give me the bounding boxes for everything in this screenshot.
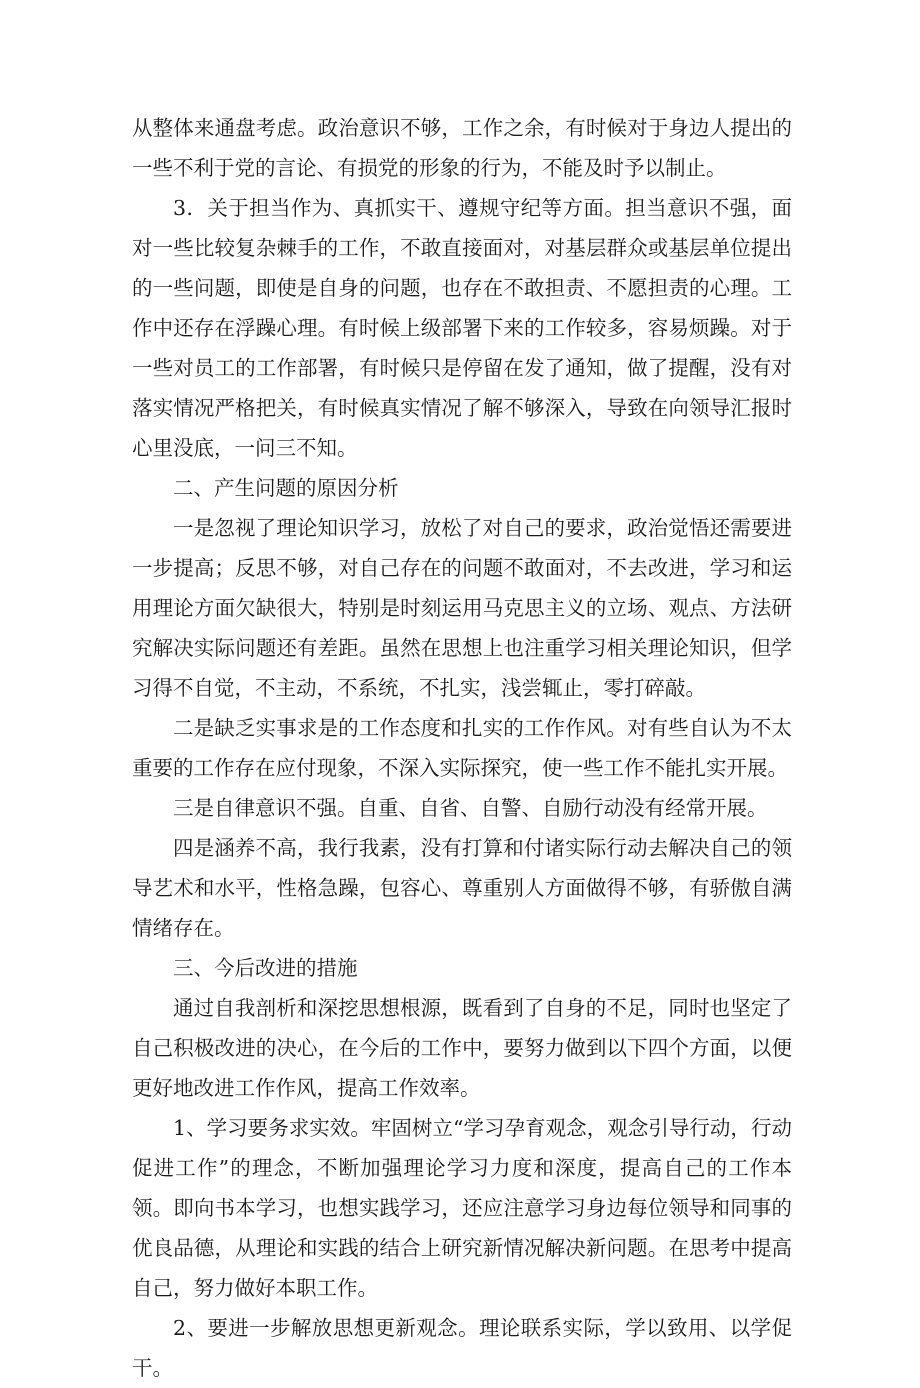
section-heading-causes: 二、产生问题的原因分析 [173,476,399,500]
paragraph-measures-intro: 通过自我剖析和深挖思想根源，既看到了自身的不足，同时也坚定了自己积极改进的决心，在今后的工作中，要努力做到以下四个方面，以便更好地改进工作作风，提高工作效率。 [132,996,792,1100]
paragraph-item-3-responsibility: 3．关于担当作为、真抓实干、遵规守纪等方面。担当意识不强，面对一些比较复杂棘手的工作，不敢直接面对，对基层群众或基层单位提出的一些问题，即使是自身的问题，也存在不敢担责、不愿担责的心理。工作中还存在浮躁心理。有时候上级部署下来的工作较多，容易烦躁。对于一些对员工的工作部署，有时候只是停留在发了通知，做了提醒，没有对落实情况严格把关，有时候真实情况了解不够深入，导致在向领导汇报时心里没底，一问三不知。 [132,196,792,460]
paragraph-measure-one: 1、学习要务求实效。牢固树立“学习孕育观念，观念引导行动，行动促进工作”的理念，不断加强理论学习力度和深度，提高自己的工作本领。即向书本学习，也想实践学习，还应注意学习身边每位领导和同事的优良品德，从理论和实践的结合上研究新情况解决新问题。在思考中提高自己，努力做好本职工作。 [132,1116,792,1300]
paragraph-cause-one: 一是忽视了理论知识学习，放松了对自己的要求，政治觉悟还需要进一步提高；反思不够，对自己存在的问题不敢面对，不去改进，学习和运用理论方面欠缺很大，特别是时刻运用马克思主义的立场、观点、方法研究解决实际问题还有差距。虽然在思想上也注重学习相关理论知识，但学习得不自觉，不主动，不系统，不扎实，浅尝辄止，零打碎敲。 [132,516,792,700]
paragraph-continuation: 从整体来通盘考虑。政治意识不够，工作之余，有时候对于身边人提出的一些不利于党的言论、有损党的形象的行为，不能及时予以制止。 [132,116,792,180]
paragraph-measure-two: 2、要进一步解放思想更新观念。理论联系实际，学以致用、以学促干。 [132,1316,792,1380]
document-body [132,108,792,1388]
paragraph-cause-three: 三是自律意识不强。自重、自省、自警、自励行动没有经常开展。 [173,796,768,820]
paragraph-cause-two: 二是缺乏实事求是的工作态度和扎实的工作作风。对有些自认为不太重要的工作存在应付现象，不深入实际探究，使一些工作不能扎实开展。 [132,716,792,780]
paragraph-cause-four: 四是涵养不高，我行我素，没有打算和付诸实际行动去解决自己的领导艺术和水平，性格急躁，包容心、尊重别人方面做得不够，有骄傲自满情绪存在。 [132,836,792,940]
section-heading-measures: 三、今后改进的措施 [173,956,358,980]
